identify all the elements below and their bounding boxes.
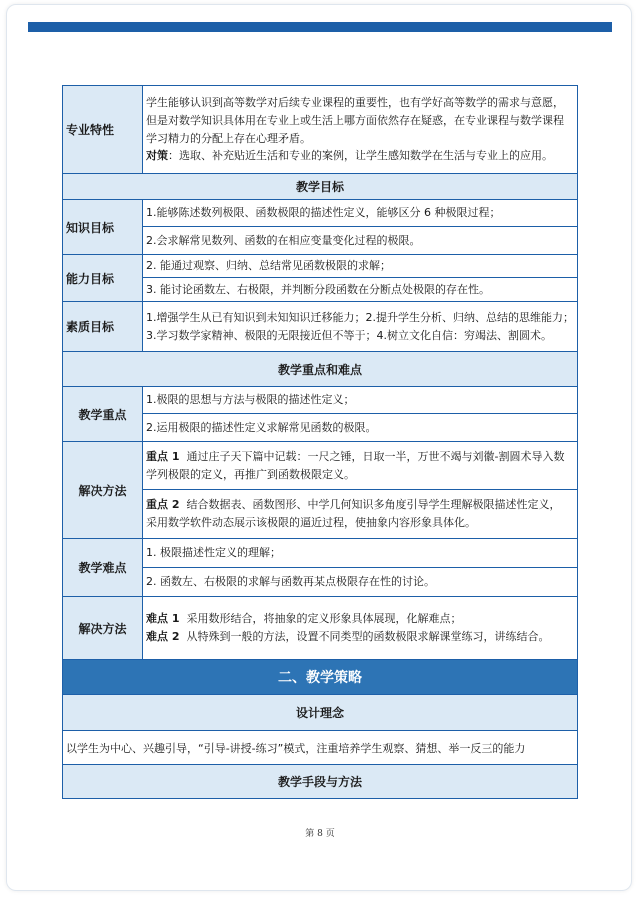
content-solution-difficult (143, 597, 578, 659)
label-quality-goals: 素质目标 (63, 302, 143, 351)
row-difficult-points (63, 539, 578, 597)
row-quality-goals (63, 302, 578, 352)
content-knowledge-goals (143, 200, 578, 254)
ability-item-2: 3. 能讨论函数左、右极限，并判断分段函数在分断点处极限的存在性。 (146, 282, 490, 296)
header-key-and-difficult: 教学重点和难点 (63, 352, 578, 386)
difficult-solution-2 (146, 628, 574, 646)
key-2-text-b: 采用数学软件动态展示该极限的逼近过程，使抽象内容形象具体化。 (146, 516, 476, 529)
key-2-label: 重点 2 (146, 498, 180, 512)
row-idea-content (63, 731, 578, 765)
key-point-item-1: 1.极限的思想与方法与极限的描述性定义； (143, 387, 577, 414)
content-ability-goals (143, 255, 578, 301)
label-ability-goals: 能力目标 (63, 255, 143, 301)
header-teaching-means: 教学手段与方法 (63, 765, 578, 798)
row-key-points (63, 387, 578, 442)
content-difficult-points (143, 539, 578, 596)
content-quality-goals (143, 302, 578, 351)
content-solution-key (143, 442, 578, 538)
content-key-points (143, 387, 578, 441)
design-idea-text: 以学生为中心、兴趣引导，“引导-讲授-练习”模式，注重培养学生观察、猜想、举一反三的能力 (63, 731, 578, 764)
row-header-means (63, 765, 578, 799)
traits-line-2: 但是对数学知识具体用在专业上或生活上哪方面依然存在疑惑，在专业课程与数学课程 (146, 113, 564, 127)
key-1-text-a: 通过庄子天下篇中记载：一尺之锤，日取一半，万世不竭与刘徽-割圆术导入数 (186, 449, 565, 463)
diff-1-label: 难点 1 (146, 612, 180, 626)
label-solution-key: 解决方法 (63, 442, 143, 538)
quality-line-1: 1.增强学生从已有知识到未知知识迁移能力；2.提升学生分析、归纳、总结的思维能力； (146, 310, 574, 324)
key-2-text-a: 结合数据表、函数图形、中学几何知识多角度引导学生理解极限描述性定义， (186, 498, 561, 512)
strategy-key: 对策 (146, 149, 168, 163)
solution-key-2-line-1 (146, 496, 560, 514)
content-major-traits (143, 86, 578, 173)
traits-line-3: 学习精力的分配上存在心理矛盾。 (146, 131, 311, 145)
row-header-idea (63, 695, 578, 731)
traits-strategy (146, 147, 574, 165)
difficult-solution-1 (146, 610, 574, 628)
header-design-idea: 设计理念 (63, 695, 578, 730)
row-header-goals (63, 174, 578, 200)
solution-key-1 (143, 442, 577, 490)
key-1-text-b: 学列极限的定义，再推广到函数极限定义。 (146, 467, 355, 481)
key-point-item-2: 2.运用极限的描述性定义求解常见函数的极限。 (146, 420, 377, 434)
teaching-plan-table (62, 85, 578, 799)
diff-2-text: 从特殊到一般的方法，设置不同类型的函数极限求解课堂练习，讲练结合。 (186, 630, 550, 643)
solution-key-1-line-1 (146, 448, 564, 466)
label-knowledge-goals: 知识目标 (63, 200, 143, 254)
knowledge-item-1: 1.能够陈述数列极限、函数极限的描述性定义，能够区分 6 种极限过程； (143, 200, 577, 227)
diff-1-text: 采用数形结合，将抽象的定义形象具体展现，化解难点； (186, 612, 462, 626)
quality-line-2: 3.学习数学家精神、极限的无限接近但不等于；4.树立文化自信：穷竭法、割圆术。 (146, 328, 552, 342)
strategy-text: ：选取、补充贴近生活和专业的案例，让学生感知数学在生活与专业上的应用。 (168, 149, 553, 163)
diff-2-label: 难点 2 (146, 630, 180, 643)
solution-key-2 (143, 490, 577, 538)
row-knowledge-goals (63, 200, 578, 255)
knowledge-item-2: 2.会求解常见数列、函数的在相应变量变化过程的极限。 (146, 233, 421, 247)
row-major-traits (63, 86, 578, 174)
traits-line-1: 学生能够认识到高等数学对后续专业课程的重要性，也有学好高等数学的需求与意愿， (146, 96, 564, 110)
row-solution-key (63, 442, 578, 539)
header-teaching-goals: 教学目标 (63, 174, 578, 199)
page-number: 第 8 页 (305, 829, 335, 839)
row-section-strategy (63, 660, 578, 695)
top-accent-bar (28, 22, 612, 32)
label-key-points: 教学重点 (63, 387, 143, 441)
ability-item-1: 2. 能通过观察、归纳、总结常见函数极限的求解； (143, 255, 577, 278)
label-solution-difficult: 解决方法 (63, 597, 143, 659)
label-major-traits: 专业特性 (63, 86, 143, 173)
difficult-item-1: 1. 极限描述性定义的理解； (143, 539, 577, 568)
key-1-label: 重点 1 (146, 449, 180, 463)
row-header-key-points (63, 352, 578, 387)
section-title-strategy: 二、教学策略 (63, 660, 578, 694)
row-solution-difficult (63, 597, 578, 660)
label-difficult-points: 教学难点 (63, 539, 143, 596)
difficult-item-2: 2. 函数左、右极限的求解与函数再某点极限存在性的讨论。 (146, 575, 435, 589)
row-ability-goals (63, 255, 578, 302)
